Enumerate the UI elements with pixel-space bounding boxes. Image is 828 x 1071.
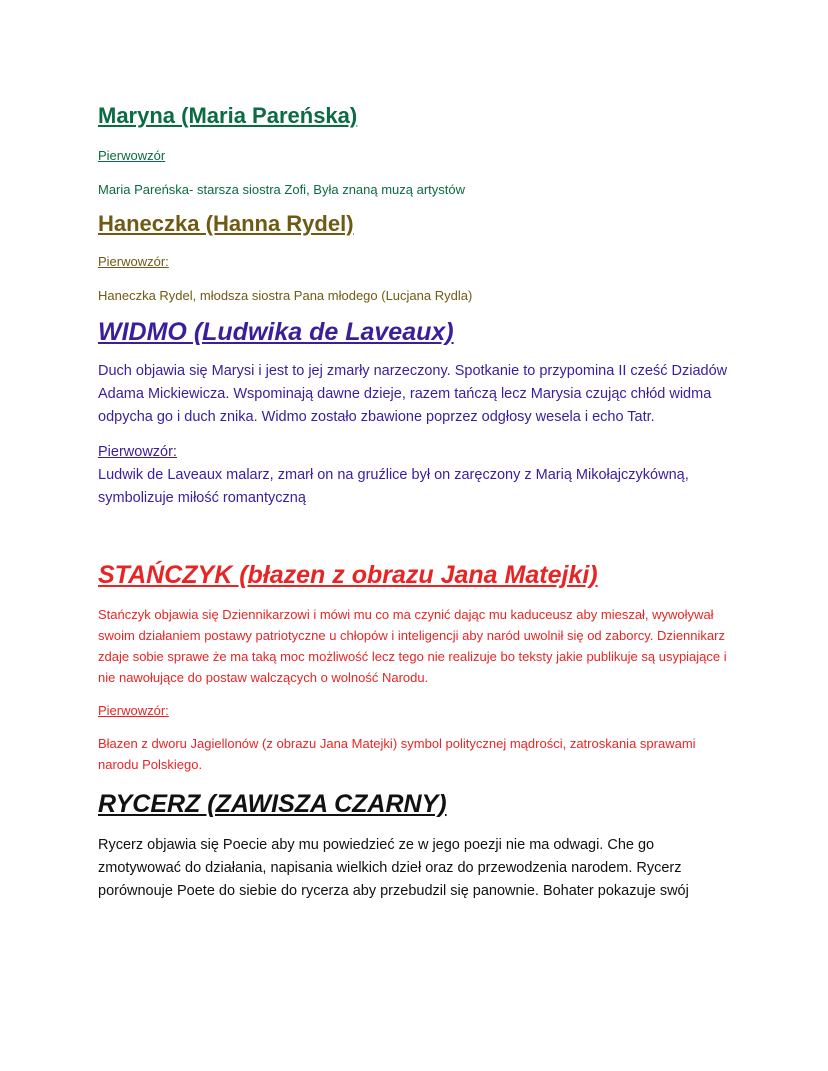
text-widmo: Ludwik de Laveaux malarz, zmarł on na gruźlice był on zaręczony z Marią Mikołajczykówną, symbolizuje miłość romantyczną <box>98 467 689 507</box>
heading-haneczka: Haneczka (Hanna Rydel) <box>98 210 354 236</box>
description-rycerz: Rycerz objawia się Poecie aby mu powiedzieć ze w jego poezji nie ma odwagi. Che go zmotywować do działania, napisania wielkich dzieł oraz do przewodzenia narodem. Rycerz porównouje Poete do siebie do rycerza aby przebudzil się panownie. Bohater pokazuje swój <box>98 836 689 899</box>
label-pierwowzor-maryna: Pierwowzór <box>98 147 166 163</box>
label-pierwowzor-haneczka: Pierwowzór: <box>98 254 169 269</box>
label-pierwowzor-widmo: Pierwowzór: <box>98 444 177 461</box>
heading-stanczyk: STAŃCZYK (błazen z obrazu Jana Matejki) <box>98 561 598 590</box>
document-content <box>98 98 734 903</box>
heading-widmo: WIDMO (Ludwika de Laveaux) <box>98 318 454 346</box>
description-widmo: Duch objawia się Marysi i jest to jej zmarły narzeczony. Spotkanie to przypomina II cześć Dziadów Adama Mickiewicza. Wspominają dawne dzieje, razem tańczą lecz Marysia czując chłód widma odpycha go i duch znika. Widmo zostało zbawione poprzez odgłosy wesela i echo Tatr. <box>98 363 728 426</box>
text-maryna: Maria Pareńska- starsza siostra Zofi, Była znaną muzą artystów <box>98 181 466 197</box>
text-haneczka: Haneczka Rydel, młodsza siostra Pana młodego (Lucjana Rydla) <box>98 288 473 303</box>
text-stanczyk: Błazen z dworu Jagiellonów (z obrazu Jana Matejki) symbol politycznej mądrości, zatroskania sprawami narodu Polskiego. <box>98 735 696 772</box>
heading-rycerz: RYCERZ (ZAWISZA CZARNY) <box>98 789 447 818</box>
label-pierwowzor-stanczyk: Pierwowzór: <box>98 702 169 718</box>
heading-maryna: Maryna (Maria Pareńska) <box>98 103 358 128</box>
description-stanczyk: Stańczyk objawia się Dziennikarzowi i mówi mu co ma czynić dając mu kaduceusz aby mieszał, wywoływał swoim działaniem postawy patriotyczne u chłopów i inteligencji aby naród uwolnił się od zaborcy. Dziennikarz zdaje sobie sprawe że ma taką moc możliwość lecz tego nie realizuje bo teksty jakie publikuje są usypiające i nie nawołujące do postaw walczących o wolność Narodu. <box>98 606 727 685</box>
